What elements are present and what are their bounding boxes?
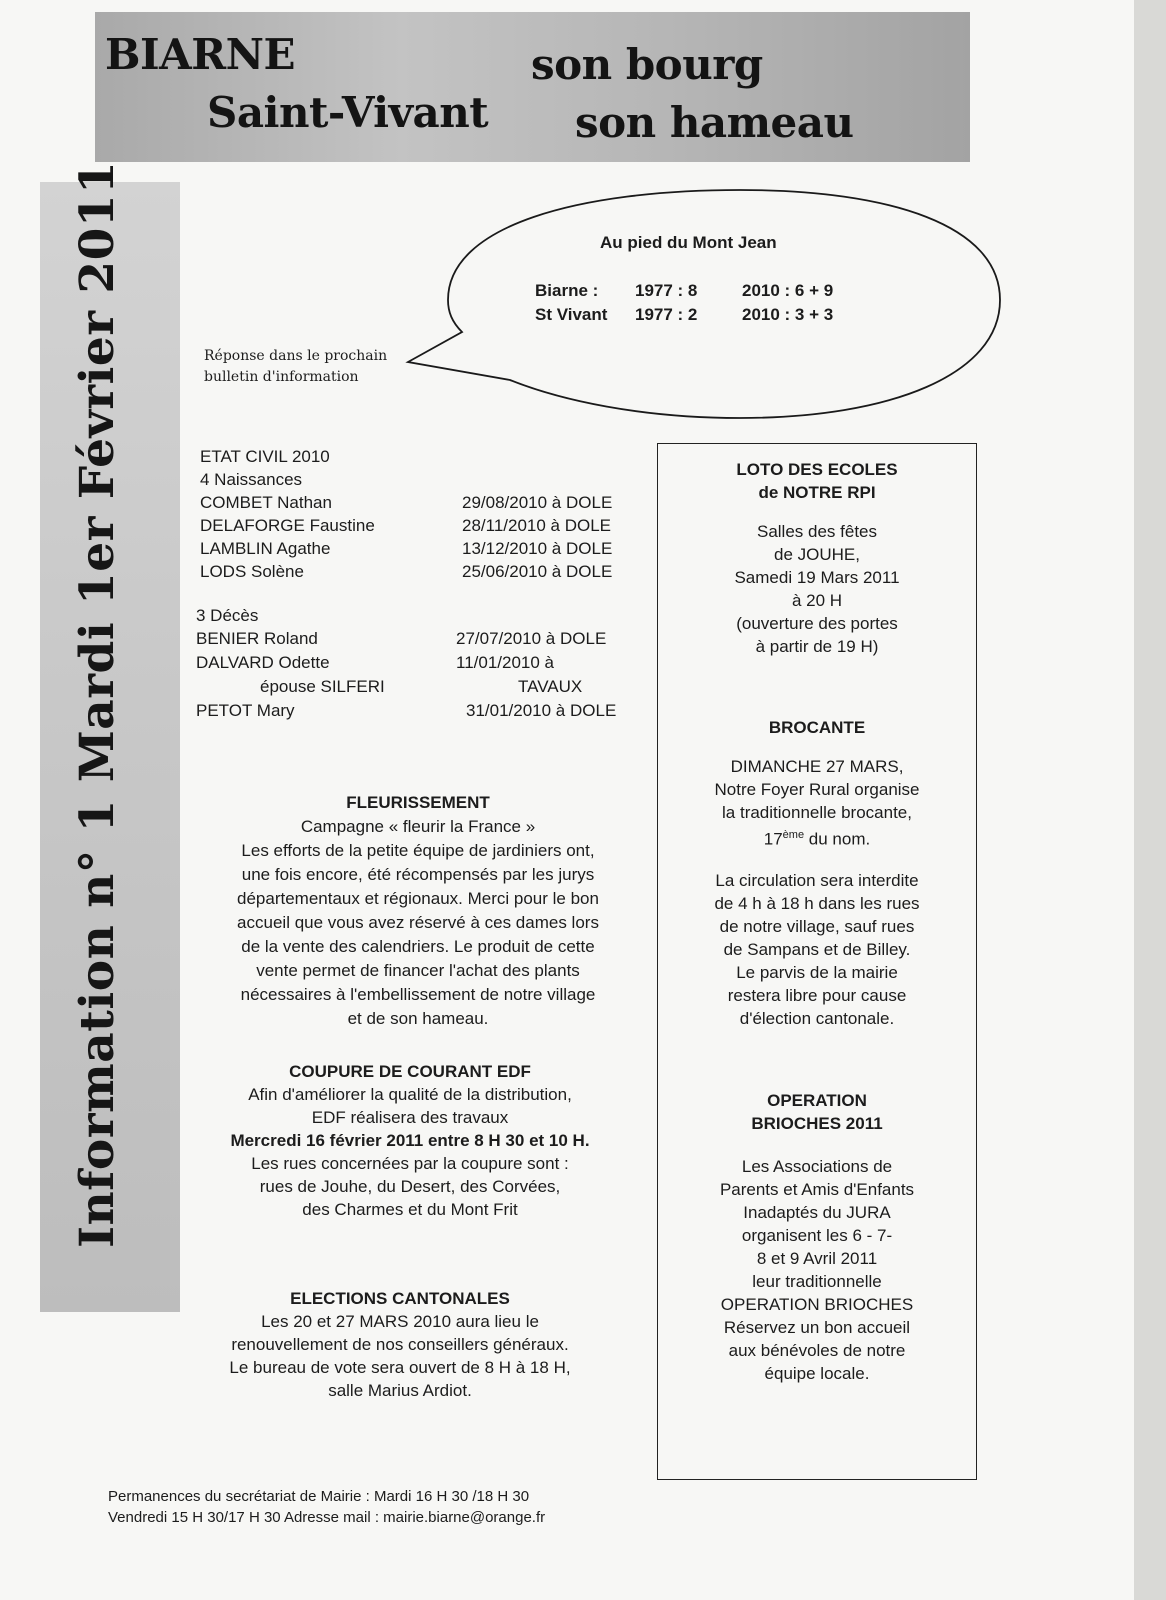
brocante-sup: ème <box>782 829 805 841</box>
brocante-block <box>658 716 976 1030</box>
header-saint-vivant: Saint-Vivant <box>207 88 489 137</box>
header-son-hameau: son hameau <box>575 98 854 147</box>
text-line: et de son hameau. <box>347 1009 489 1028</box>
brocante-title: BROCANTE <box>768 718 866 737</box>
text-line: Notre Foyer Rural organise <box>714 780 920 799</box>
text-line: Les 20 et 27 MARS 2010 aura lieu le <box>261 1312 539 1331</box>
text-line: Le bureau de vote sera ouvert de 8 H à 18 H, <box>229 1358 571 1377</box>
person-name: PETOT Mary <box>196 701 295 720</box>
brocante-num: 17 <box>763 829 783 849</box>
loto-block <box>658 458 976 658</box>
list-item <box>196 675 656 699</box>
record-date: TAVAUX <box>518 677 583 696</box>
person-name: COMBET Nathan <box>200 493 332 512</box>
text-line: nécessaires à l'embellissement de notre village <box>240 985 596 1004</box>
text-line: (ouverture des portes <box>736 614 898 633</box>
text-line: Le parvis de la mairie <box>736 962 898 982</box>
list-item <box>200 514 650 537</box>
text-line: La circulation sera interdite <box>715 870 919 890</box>
text-line: des Charmes et du Mont Frit <box>302 1200 518 1219</box>
person-name: DALVARD Odette <box>196 653 330 672</box>
text-line: leur traditionnelle <box>752 1272 882 1291</box>
text-line: départementaux et régionaux. Merci pour le bon <box>237 889 599 908</box>
text-line: de Sampans et de Billey. <box>723 939 911 959</box>
text-line <box>658 824 976 851</box>
record-date: 11/01/2010 à <box>456 653 554 672</box>
list-item <box>196 699 656 723</box>
text-line: Samedi 19 Mars 2011 <box>734 568 900 587</box>
text-line: restera libre pour cause <box>727 985 907 1005</box>
loto-title: de NOTRE RPI <box>758 483 876 502</box>
bubble-row-st-vivant <box>535 305 833 325</box>
text-line: à 20 H <box>791 591 843 610</box>
person-name: DELAFORGE Faustine <box>200 516 375 535</box>
text-line: Campagne « fleurir la France » <box>300 817 536 836</box>
deces-title: 3 Décès <box>196 606 259 625</box>
record-date: 27/07/2010 à DOLE <box>456 629 607 648</box>
bubble-2010: 2010 : 3 + 3 <box>742 305 834 324</box>
person-name: BENIER Roland <box>196 629 318 648</box>
text-line: EDF réalisera des travaux <box>311 1108 509 1127</box>
footer-line: Permanences du secrétariat de Mairie : Mardi 16 H 30 /18 H 30 <box>108 1488 530 1505</box>
list-item <box>200 537 650 560</box>
text-line: Réservez un bon accueil <box>723 1318 911 1337</box>
reponse-line: bulletin d'information <box>204 369 359 385</box>
scan-edge <box>1134 0 1166 1600</box>
fleurissement-title: FLEURISSEMENT <box>346 793 490 812</box>
list-item <box>196 627 656 651</box>
text-line: d'élection cantonale. <box>739 1008 895 1028</box>
text-line: la traditionnelle brocante, <box>722 803 912 822</box>
naissances-title: 4 Naissances <box>200 470 303 489</box>
deces-section <box>196 604 656 723</box>
text-line: Les rues concernées par la coupure sont : <box>251 1154 569 1173</box>
loto-title: LOTO DES ECOLES <box>736 460 898 479</box>
elections-title: ELECTIONS CANTONALES <box>290 1289 510 1308</box>
text-line: Salles des fêtes <box>756 522 877 541</box>
record-date: 29/08/2010 à DOLE <box>462 493 613 512</box>
text-line: renouvellement de nos conseillers généraux. <box>231 1335 569 1354</box>
record-date: 13/12/2010 à DOLE <box>462 539 613 558</box>
header-banner <box>95 12 970 162</box>
brioches-title: BRIOCHES 2011 <box>751 1114 883 1133</box>
bubble-place: St Vivant <box>535 305 608 324</box>
brioches-block <box>658 1089 976 1385</box>
bubble-1977: 1977 : 8 <box>635 281 698 300</box>
text-line: Afin d'améliorer la qualité de la distribution, <box>248 1085 572 1104</box>
bubble-title: Au pied du Mont Jean <box>600 233 777 252</box>
text-line: aux bénévoles de notre <box>728 1341 906 1360</box>
reponse-line: Réponse dans le prochain <box>204 348 388 364</box>
text-line: Parents et Amis d'Enfants <box>719 1180 915 1199</box>
record-date: 28/11/2010 à DOLE <box>462 516 612 535</box>
text-line: vente permet de financer l'achat des plants <box>256 961 580 980</box>
text-line: DIMANCHE 27 MARS, <box>730 757 904 776</box>
text-line: accueil que vous avez réservé à ces dames lors <box>237 913 599 932</box>
text-line: Mercredi 16 février 2011 entre 8 H 30 et 10 H. <box>230 1131 590 1150</box>
coupure-title: COUPURE DE COURANT EDF <box>289 1062 531 1081</box>
brocante-tail: du nom. <box>804 829 871 849</box>
header-biarne: BIARNE <box>105 30 296 79</box>
list-item <box>200 491 650 514</box>
side-banner-text: Information n° 1 Mardi 1er Février 2011 <box>70 160 125 1248</box>
reponse-note <box>204 346 387 388</box>
coupure-section <box>170 1060 650 1221</box>
text-line: Les efforts de la petite équipe de jardiniers ont, <box>241 841 595 860</box>
text-line: de JOUHE, <box>774 545 860 564</box>
etat-civil-section <box>200 445 650 583</box>
list-item <box>196 651 656 675</box>
text-line: Inadaptés du JURA <box>743 1203 891 1222</box>
text-line: de notre village, sauf rues <box>719 916 915 936</box>
fleurissement-section <box>178 791 658 1031</box>
text-line: de 4 h à 18 h dans les rues <box>714 893 920 913</box>
footer-line: Vendredi 15 H 30/17 H 30 Adresse mail : mairie.biarne@orange.fr <box>108 1509 546 1526</box>
footer <box>108 1486 545 1528</box>
text-line: 8 et 9 Avril 2011 <box>756 1249 878 1268</box>
record-date: 25/06/2010 à DOLE <box>462 562 613 581</box>
brioches-title: OPERATION <box>767 1091 867 1110</box>
person-name: LODS Solène <box>200 562 304 581</box>
list-item <box>200 560 650 583</box>
text-line: salle Marius Ardiot. <box>328 1381 472 1400</box>
bubble-2010: 2010 : 6 + 9 <box>742 281 834 300</box>
text-line: Les Associations de <box>741 1157 893 1176</box>
text-line: organisent les 6 - 7- <box>741 1226 893 1245</box>
elections-section <box>160 1287 640 1402</box>
header-son-bourg: son bourg <box>531 40 763 89</box>
person-name: épouse SILFERI <box>260 677 385 696</box>
bubble-1977: 1977 : 2 <box>635 305 698 324</box>
person-name: LAMBLIN Agathe <box>200 539 331 558</box>
text-line: de la vente des calendriers. Le produit de cette <box>241 937 595 956</box>
text-line: équipe locale. <box>764 1364 870 1383</box>
events-box <box>657 443 977 1480</box>
text-line: rues de Jouhe, du Desert, des Corvées, <box>259 1177 561 1196</box>
record-date: 31/01/2010 à DOLE <box>466 701 617 720</box>
bubble-row-biarne <box>535 281 833 301</box>
text-line: OPERATION BRIOCHES <box>720 1295 914 1314</box>
etat-civil-title: ETAT CIVIL 2010 <box>200 447 330 466</box>
bubble-place: Biarne : <box>535 281 599 300</box>
text-line: à partir de 19 H) <box>755 637 879 656</box>
text-line: une fois encore, été récompensés par les jurys <box>241 865 595 884</box>
